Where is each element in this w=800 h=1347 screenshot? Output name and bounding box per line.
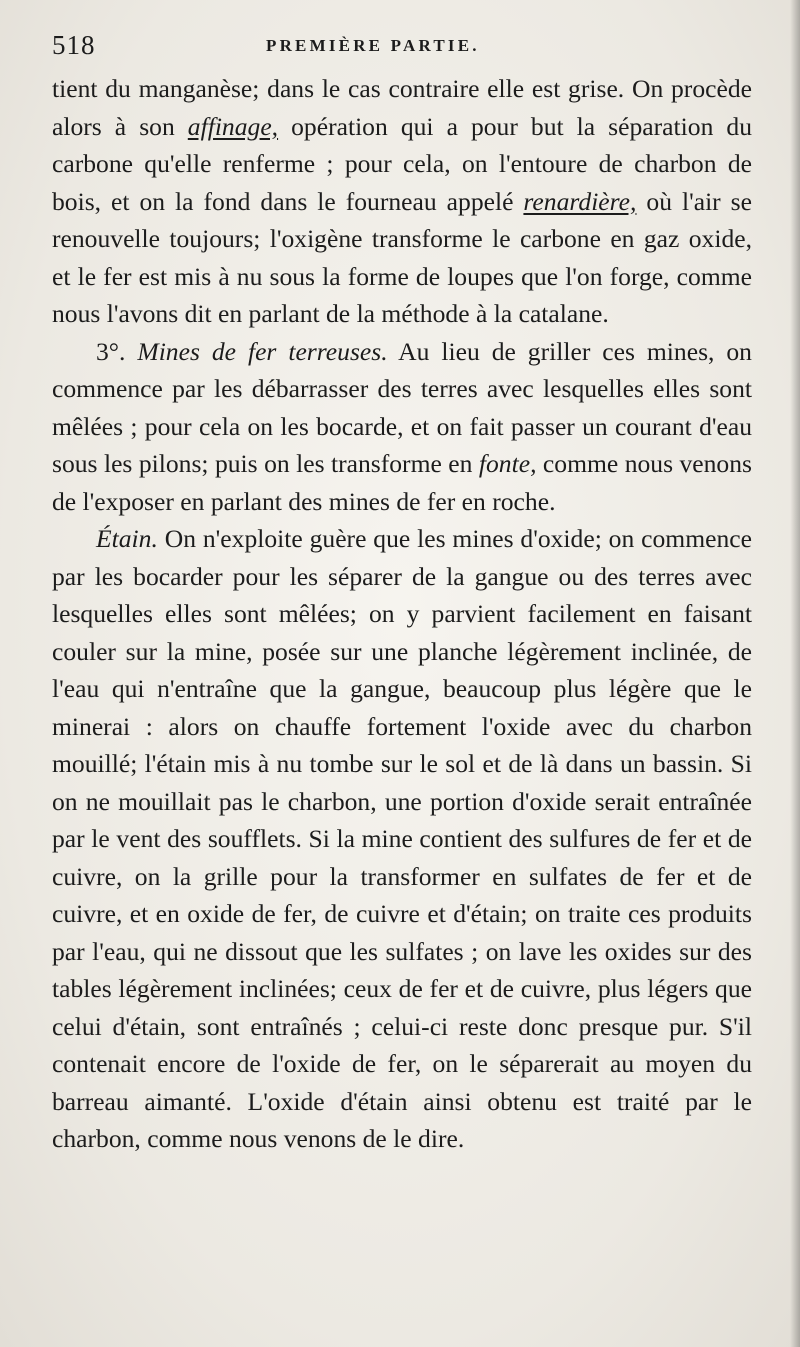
text-run: On n'exploite guère que les mines d'oxide; on commence par les bocarder pour les séparer de la gangue ou des terres avec lesquelles elles sont mêlées; on y parvient facilement en faisant couler sur la mine, posée sur une planche légèrement inclinée, de l'eau qui n'entraîne que la gangue, beaucoup plus légère que le minerai : alors on chauffe fortement l'oxide avec du charbon mouillé; l'étain mis à nu tombe sur le sol et de là dans un bassin. Si on ne mouillait pas le charbon, une portion d'oxide serait entraînée par le vent des soufflets. Si la mine contient des sulfures de fer et de cuivre, on la grille pour la transformer en sulfates de fer et de cuivre, et en oxide de fer, de cuivre et d'étain; on traite ces produits par l'eau, qui ne dissout que les sulfates ; on lave les oxides sur des tables légèrement inclinées; ceux de fer et de cuivre, plus légers que celui d'étain, sont entraînés ; celui-ci reste donc presque pur. S'il contenait encore de l'oxide de fer, on le séparerait au moyen du barreau aimanté. L'oxide d'étain ainsi obtenu est traité par le charbon, comme nous venons de le dire. bbox=[52, 524, 752, 1153]
text-run: où l'air se renouvelle toujours; l'oxigène transforme le carbone en gaz oxide, et le fer est mis à nu sous la forme de loupes que l'on forge, comme nous l'avons dit en parlant de la méthode à la catalane. bbox=[52, 186, 752, 328]
term-fonte: fonte, bbox=[478, 449, 537, 478]
paragraph-manganese bbox=[52, 70, 752, 333]
page-edge-shadow bbox=[790, 0, 800, 1347]
body-text bbox=[52, 70, 752, 1158]
term-affinage: affinage, bbox=[187, 111, 279, 141]
text-run: opération qui a pour but la séparation du carbone qu'elle renferme ; pour cela, on l'entoure de charbon de bois, et on la fond dans le fourneau appelé bbox=[52, 111, 752, 216]
paragraph-etain bbox=[52, 520, 752, 1158]
paragraph-mines-terreuses bbox=[52, 333, 752, 521]
text-run: 3°. bbox=[96, 336, 138, 366]
heading-mines-terreuses: Mines de fer terreuses. bbox=[137, 336, 388, 366]
text-run: comme nous venons de l'exposer en parlant des mines de fer en roche. bbox=[52, 449, 752, 516]
heading-etain: Étain. bbox=[96, 524, 158, 553]
running-head: PREMIÈRE PARTIE. bbox=[266, 36, 480, 55]
text-run: tient du manganèse; dans le cas contraire elle est grise. On procède alors à son bbox=[52, 74, 752, 141]
text-run: Au lieu de griller ces mines, on commence par les débarrasser des terres avec lesquelles elles sont mêlées ; pour cela on les bocarde, et on fait passer un courant d'eau sous les pilons; puis on les transforme en bbox=[52, 336, 752, 478]
term-renardiere: renardière, bbox=[523, 186, 637, 216]
page-number: 518 bbox=[52, 30, 96, 60]
page-header bbox=[52, 30, 752, 66]
